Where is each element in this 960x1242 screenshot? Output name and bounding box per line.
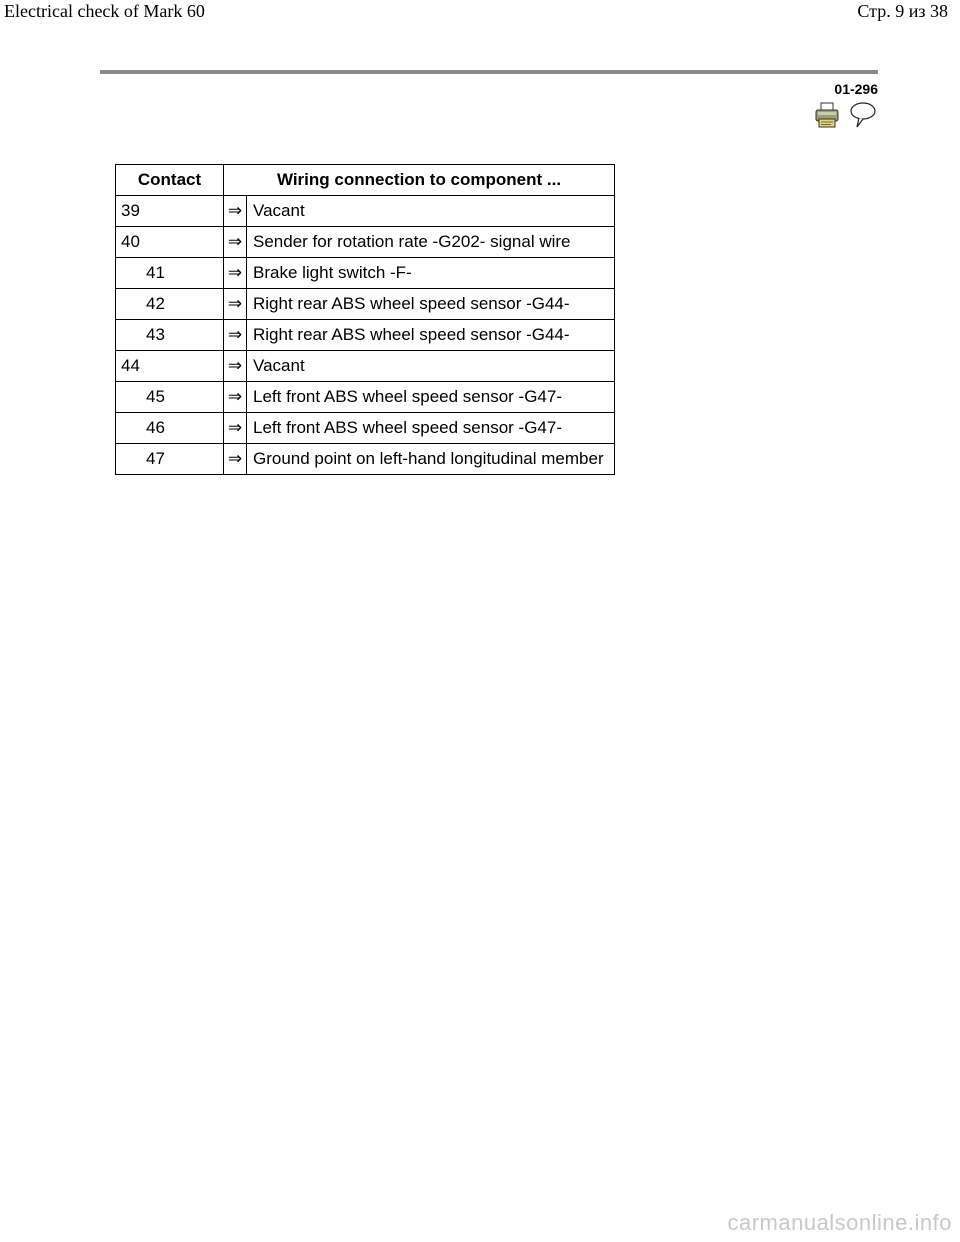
wiring-table (115, 164, 615, 475)
component-description: Brake light switch -F- (247, 258, 615, 289)
component-description: Sender for rotation rate -G202- signal wire (247, 227, 615, 258)
arrow-icon: ⇒ (224, 227, 247, 258)
table-row (116, 351, 615, 382)
contact-number: 39 (116, 196, 224, 227)
column-header-contact: Contact (116, 165, 224, 196)
component-description: Right rear ABS wheel speed sensor -G44- (247, 320, 615, 351)
component-description: Right rear ABS wheel speed sensor -G44- (247, 289, 615, 320)
contact-number: 45 (116, 382, 224, 413)
printer-icon[interactable] (814, 101, 840, 129)
contact-number: 46 (116, 413, 224, 444)
document-number: 01-296 (834, 81, 878, 97)
table-row (116, 227, 615, 258)
table-row (116, 413, 615, 444)
header-divider (100, 70, 878, 74)
arrow-icon: ⇒ (224, 351, 247, 382)
component-description: Vacant (247, 351, 615, 382)
contact-number: 42 (116, 289, 224, 320)
table-row (116, 382, 615, 413)
contact-number: 40 (116, 227, 224, 258)
document-title: Electrical check of Mark 60 (4, 1, 205, 21)
toolbar-icons (814, 101, 880, 131)
component-description: Left front ABS wheel speed sensor -G47- (247, 382, 615, 413)
table-row (116, 289, 615, 320)
arrow-icon: ⇒ (224, 196, 247, 227)
table-row (116, 320, 615, 351)
component-description: Vacant (247, 196, 615, 227)
arrow-icon: ⇒ (224, 413, 247, 444)
column-header-component: Wiring connection to component ... (224, 165, 615, 196)
arrow-icon: ⇒ (224, 289, 247, 320)
table-row (116, 444, 615, 475)
contact-number: 44 (116, 351, 224, 382)
table-row (116, 196, 615, 227)
watermark: carmanualsonline.info (727, 1210, 952, 1235)
arrow-icon: ⇒ (224, 258, 247, 289)
table-header-row (116, 165, 615, 196)
arrow-icon: ⇒ (224, 320, 247, 351)
contact-number: 43 (116, 320, 224, 351)
arrow-icon: ⇒ (224, 444, 247, 475)
table-row (116, 258, 615, 289)
contact-number: 41 (116, 258, 224, 289)
contact-number: 47 (116, 444, 224, 475)
speech-bubble-icon[interactable] (848, 101, 878, 129)
page-indicator: Стр. 9 из 38 (857, 1, 948, 21)
arrow-icon: ⇒ (224, 382, 247, 413)
component-description: Left front ABS wheel speed sensor -G47- (247, 413, 615, 444)
component-description: Ground point on left-hand longitudinal member (247, 444, 615, 475)
